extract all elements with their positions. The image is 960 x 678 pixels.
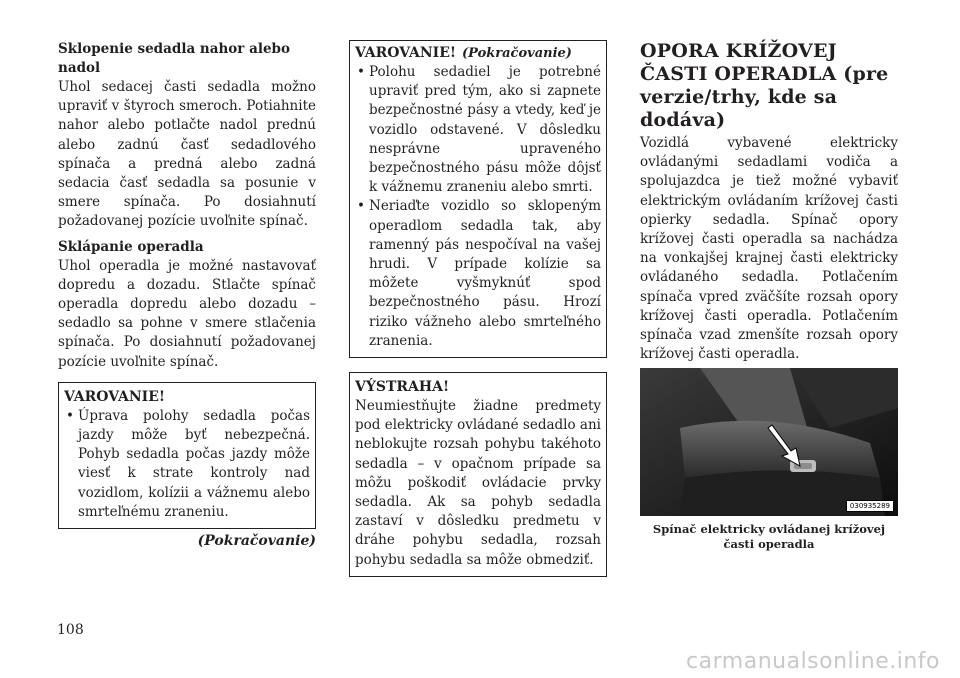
lumbar-switch-photo	[640, 368, 898, 516]
right-column	[640, 40, 898, 552]
watermark: carmanualsonline.info	[686, 649, 940, 674]
seat-photo-illustration	[640, 368, 898, 516]
warning-continued-title	[355, 44, 601, 63]
warning-box	[58, 382, 316, 529]
caution-text: Neumiestňujte žiadne predmety pod elektricky ovládané sedadlo ani neblokujte rozsah pohybu takéhoto sedadla – v opačnom prípade sa môžu poškodiť ovládacie prvky sedadla. Ak sa pohyb sedadla zastaví v dôsledku predmetu v dráhe pohybu sedadla, rozsah pohybu sedadla sa môže obmedziť.	[355, 398, 601, 568]
recline-heading: Sklápanie operadla	[58, 238, 204, 255]
warning-title: VAROVANIE!	[64, 388, 166, 405]
seat-tilt-text: Uhol sedacej časti sedadla možno upraviť v štyroch smeroch. Potiahnite nahor alebo potlačte nadol prednú alebo zadnú časť sedadlového spínača a predná alebo zadná sedacia časť sedadla sa posunie v smere spínača. Po dosiahnutí požadovanej pozície uvoľnite spínač.	[58, 79, 316, 230]
warning-continued-box	[349, 40, 607, 358]
warning-continued-label: (Pokračovanie)	[462, 46, 572, 61]
figure-caption: Spínač elektricky ovládanej krížovej časti operadla	[652, 522, 886, 552]
page-number: 108	[57, 622, 84, 638]
warning-list	[355, 63, 601, 351]
continued-label: (Pokračovanie)	[197, 533, 316, 550]
lumbar-text: Vozidlá vybavené elektricky ovládanými sedadlami vodiča a spolujazdca je tiež možné vybaviť elektrickým ovládaním krížovej časti opierky sedadla. Spínač opory krížovej časti operadla sa nachádza na vonkajšej krajnej časti elektricky ovládaného sedadla. Potlačením spínača vpred zväčšíte rozsah opory krížovej časti operadla. Potlačením spínača vzad zmenšíte rozsah opory krížovej časti operadla.	[640, 135, 898, 363]
lumbar-heading: OPORA KRÍŽOVEJ ČASTI OPERADLA (pre verzie/trhy, kde sa dodáva)	[640, 40, 889, 131]
recline-text: Uhol operadla je možné nastavovať dopredu a dozadu. Stlačte spínač operadla dopredu alebo dozadu – sedadlo sa pohne v smere stlačenia spínača. Po dosiahnutí požadovanej pozície uvoľnite spínač.	[58, 257, 316, 370]
figure-code: 030935289	[846, 500, 894, 512]
warning-item: • Polohu sedadiel je potrebné upraviť pred tým, ako si zapnete bezpečnostné pásy a vtedy, keď je vozidlo odstavené. V dôsledku nesprávne upraveného bezpečnostného pásu môže dôjsť k vážnemu zraneniu alebo smrti.	[355, 63, 601, 197]
warning-item: • Úprava polohy sedadla počas jazdy môže byť nebezpečná. Pohyb sedadla počas jazdy môže viesť k strate kontroly nad vozidlom, kolízii a vážnemu alebo smrteľnému zraneniu.	[64, 407, 310, 522]
seat-tilt-heading: Sklopenie sedadla nahor alebo nadol	[58, 41, 290, 76]
caution-box	[349, 372, 607, 577]
warning-list	[64, 407, 310, 522]
left-column	[58, 40, 316, 549]
warning-title: VAROVANIE!	[355, 45, 457, 61]
middle-column	[349, 40, 607, 577]
caution-title: VÝSTRAHA!	[355, 379, 450, 396]
warning-item: • Neriaďte vozidlo so sklopeným operadlom sedadla tak, aby ramenný pás nespočíval na vašej hrudi. V prípade kolízie sa môžete vyšmyknúť spod bezpečnostného pásu. Hrozí riziko vážneho alebo smrteľného zranenia.	[355, 197, 601, 351]
